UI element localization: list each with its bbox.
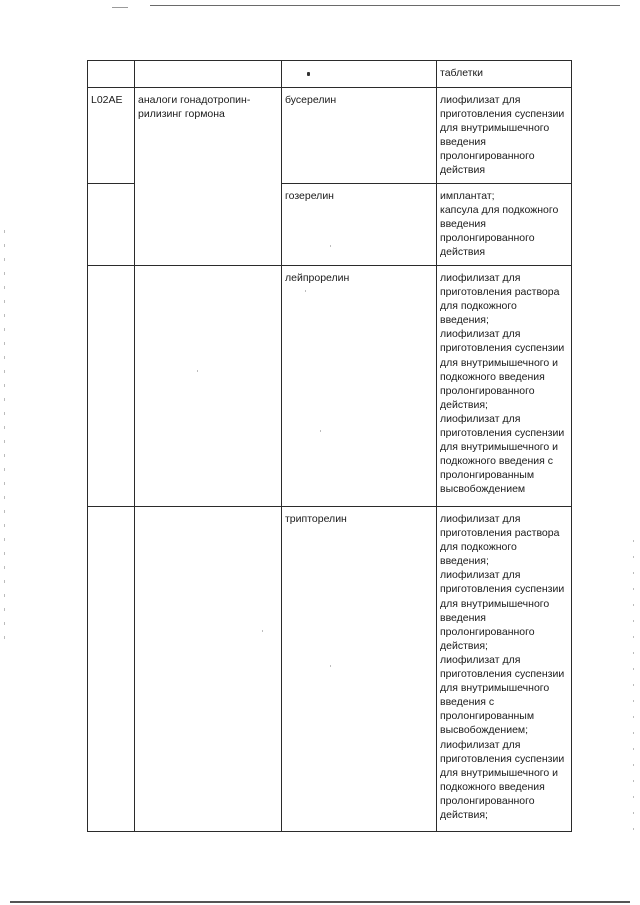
group-name: аналоги гонадотропин- рилизинг гормона: [138, 94, 251, 121]
dosage-form: лиофилизат для приготовления раствора для подкожного введения; лиофилизат для приготовления суспензии для внутримышечного введения пролонгированного действия; лиофилизат для приготовления суспензии для внутримышечного введения с пролонгированным высвобождением; лиофилизат для приготовления суспензии для внутримышечного и подкожного введения пролонгированного действия;: [440, 513, 565, 821]
drug-cell: [282, 88, 437, 184]
group-cell: [135, 61, 282, 88]
dosage-form: лиофилизат для приготовления раствора для подкожного введения; лиофилизат для приготовления суспензии для внутримышечного и подкожного введения пролонгированного действия; лиофилизат для приготовления суспензии для внутримышечного и подкожного введения с пролонгированным высвобождением: [440, 272, 565, 496]
scan-speck: [330, 665, 331, 667]
group-cell: [135, 507, 282, 832]
form-cell: [437, 88, 572, 184]
group-cell: [135, 88, 282, 266]
scan-speck: [197, 370, 198, 372]
scan-mark: [307, 72, 310, 76]
scan-artifact-line: [150, 5, 620, 6]
scan-speck: [320, 430, 321, 432]
drug-cell: [282, 184, 437, 266]
atc-code-cell: [88, 266, 135, 507]
form-cell: [437, 61, 572, 88]
scan-artifact-edge: [4, 230, 5, 650]
drug-cell: [282, 266, 437, 507]
scan-artifact-line: [10, 901, 630, 903]
group-cell: [135, 266, 282, 507]
table-row: [88, 88, 572, 184]
drug-table: [87, 60, 572, 832]
scan-artifact-line: [112, 7, 128, 8]
dosage-form: таблетки: [440, 67, 483, 79]
table-row: [88, 61, 572, 88]
scan-speck: [305, 290, 306, 292]
atc-code-cell: [88, 61, 135, 88]
dosage-form: имплантат; капсула для подкожного введения пролонгированного действия: [440, 190, 559, 259]
form-cell: [437, 507, 572, 832]
table-row: [88, 266, 572, 507]
drug-name: трипторелин: [285, 513, 347, 525]
atc-code: L02AE: [91, 94, 123, 106]
drug-name: бусерелин: [285, 94, 337, 106]
atc-code-cell: [88, 184, 135, 266]
atc-code-cell: [88, 507, 135, 832]
drug-name: лейпрорелин: [285, 272, 350, 284]
scan-speck: [330, 245, 331, 247]
drug-cell: [282, 61, 437, 88]
table-row: [88, 507, 572, 832]
scan-speck: [262, 630, 263, 632]
form-cell: [437, 266, 572, 507]
dosage-form: лиофилизат для приготовления суспензии для внутримышечного введения пролонгированного действия: [440, 94, 565, 177]
scan-artifact-edge: [633, 540, 634, 840]
drug-cell: [282, 507, 437, 832]
atc-code-cell: [88, 88, 135, 184]
drug-name: гозерелин: [285, 190, 334, 202]
form-cell: [437, 184, 572, 266]
